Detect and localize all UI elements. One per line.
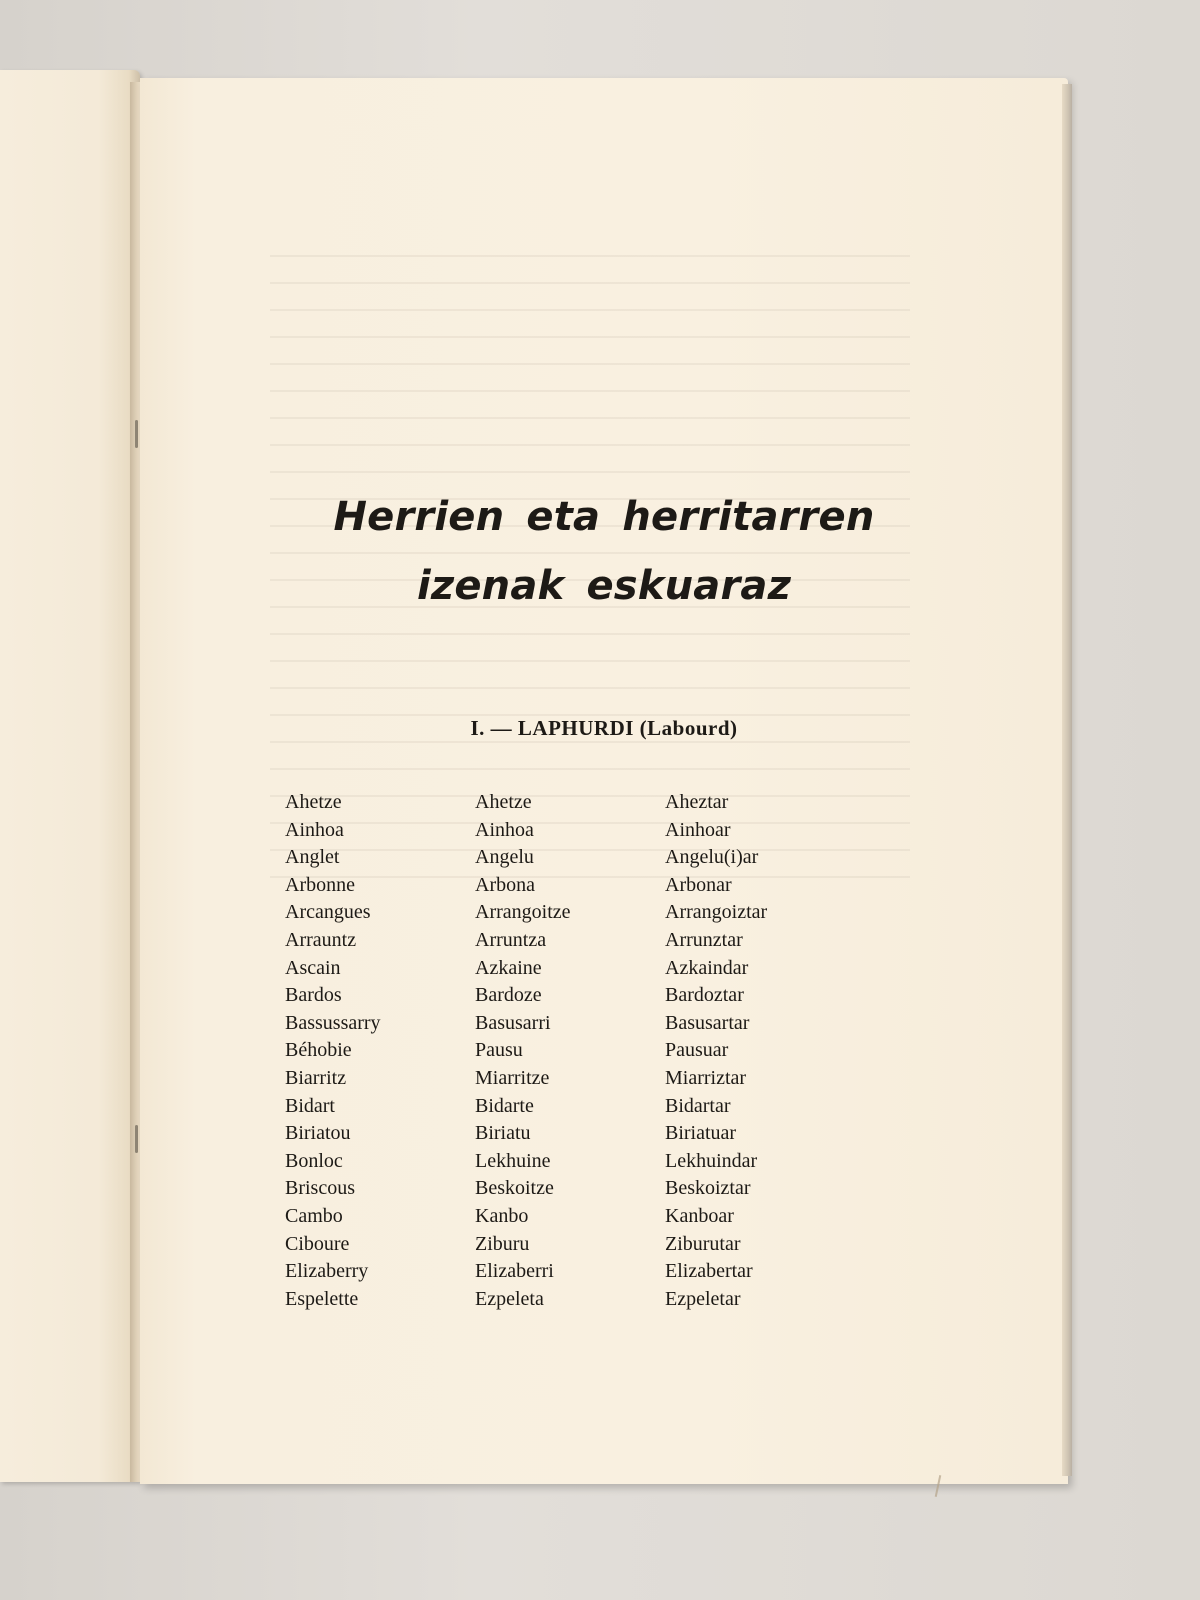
french-name: Ciboure (285, 1232, 350, 1255)
table-row (285, 956, 845, 984)
section-region: (Labourd) (639, 716, 738, 740)
french-name: Biarritz (285, 1066, 347, 1089)
french-name: Arcangues (285, 901, 371, 924)
demonym: Pausuar (665, 1039, 729, 1062)
basque-name: Elizaberri (475, 1260, 554, 1283)
demonym: Biriatuar (665, 1122, 737, 1145)
table-row (285, 818, 845, 846)
table-row (285, 1094, 845, 1122)
table-row (285, 1232, 845, 1260)
demonym: Basusartar (665, 1011, 750, 1034)
french-name: Arrauntz (285, 928, 357, 951)
demonym: Ainhoar (665, 818, 731, 841)
basque-name: Azkaine (475, 956, 542, 979)
french-name: Elizaberry (285, 1260, 369, 1283)
title-line-2: izenak eskuaraz (416, 563, 792, 609)
title-line-1: Herrien eta herritarren (333, 494, 875, 540)
french-name: Biriatou (285, 1122, 351, 1145)
french-name: Ahetze (285, 791, 342, 813)
french-name: Espelette (285, 1287, 359, 1310)
basque-name: Ezpeleta (475, 1287, 544, 1310)
table-row (285, 1038, 845, 1066)
section-heading (140, 716, 1068, 741)
french-name: Béhobie (285, 1039, 352, 1062)
demonym: Azkaindar (665, 956, 749, 979)
demonym: Arbonar (665, 873, 732, 896)
basque-name: Arrangoitze (475, 901, 571, 924)
basque-name: Beskoitze (475, 1177, 554, 1200)
french-name: Ainhoa (285, 818, 344, 841)
demonym: Aheztar (665, 791, 729, 813)
demonym: Angelu(i)ar (665, 846, 759, 869)
basque-name: Arruntza (475, 928, 547, 951)
basque-name: Ainhoa (475, 818, 534, 841)
demonym: Ziburutar (665, 1232, 741, 1255)
basque-name: Ziburu (475, 1232, 530, 1255)
french-name: Cambo (285, 1204, 343, 1227)
table-row (285, 873, 845, 901)
table-row (285, 928, 845, 956)
demonym: Bardoztar (665, 984, 744, 1007)
french-name: Anglet (285, 846, 340, 869)
french-name: Bonloc (285, 1149, 343, 1172)
table-row (285, 1011, 845, 1039)
demonym: Beskoiztar (665, 1177, 751, 1200)
basque-name: Kanbo (475, 1204, 529, 1227)
french-name: Bardos (285, 984, 342, 1007)
demonym: Elizabertar (665, 1260, 753, 1283)
demonym: Lekhuindar (665, 1149, 758, 1172)
place-names-table (285, 790, 845, 1314)
basque-name: Biriatu (475, 1122, 531, 1145)
demonym: Ezpeletar (665, 1287, 741, 1310)
page-edge (1062, 84, 1072, 1476)
table-row (285, 983, 845, 1011)
demonym: Miarriztar (665, 1066, 747, 1089)
french-name: Briscous (285, 1177, 355, 1200)
table-row (285, 1287, 845, 1315)
table-row (285, 1259, 845, 1287)
table-row (285, 790, 845, 818)
staple (135, 1125, 138, 1153)
staple (135, 420, 138, 448)
french-name: Bassussarry (285, 1011, 381, 1034)
french-name: Arbonne (285, 873, 355, 896)
table-row (285, 845, 845, 873)
basque-name: Pausu (475, 1039, 523, 1062)
basque-name: Ahetze (475, 791, 532, 813)
basque-name: Arbona (475, 873, 535, 896)
basque-name: Miarritze (475, 1066, 550, 1089)
basque-name: Bidarte (475, 1094, 534, 1117)
basque-name: Lekhuine (475, 1149, 551, 1172)
demonym: Arrunztar (665, 928, 743, 951)
section-name: LAPHURDI (517, 716, 634, 740)
table-row (285, 1204, 845, 1232)
basque-name: Angelu (475, 846, 534, 869)
demonym: Bidartar (665, 1094, 731, 1117)
basque-name: Bardoze (475, 984, 542, 1007)
left-page (0, 70, 140, 1482)
demonym: Kanboar (665, 1204, 734, 1227)
table-row (285, 1066, 845, 1094)
table-row (285, 1176, 845, 1204)
demonym: Arrangoiztar (665, 901, 768, 924)
table-row (285, 1149, 845, 1177)
table-row (285, 900, 845, 928)
section-number: I. — (470, 716, 513, 740)
french-name: Ascain (285, 956, 341, 979)
basque-name: Basusarri (475, 1011, 551, 1034)
table-row (285, 1121, 845, 1149)
french-name: Bidart (285, 1094, 335, 1117)
